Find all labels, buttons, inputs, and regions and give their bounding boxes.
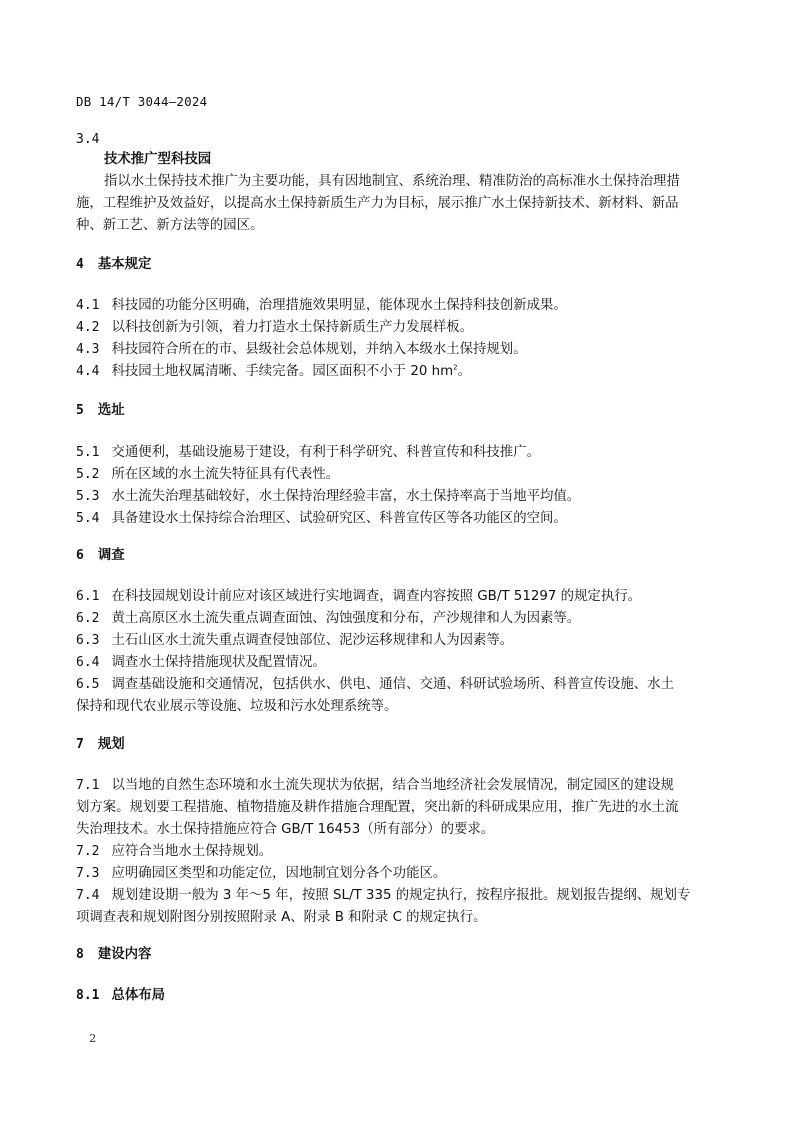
clause-5-4: 5.4 具备建设水土保持综合治理区、试验研究区、科普宣传区等各功能区的空间。 [76, 511, 567, 526]
clause-7-4-continuation: 项调查表和规划附图分别按照附录 A、附录 B 和附录 C 的规定执行。 [76, 910, 487, 925]
clause-6-3: 6.3 土石山区水土流失重点调查侵蚀部位、泥沙运移规律和人为因素等。 [76, 633, 514, 648]
clause-5-2: 5.2 所在区域的水土流失特征具有代表性。 [76, 467, 340, 482]
clause-6-4: 6.4 调查水土保持措施现状及配置情况。 [76, 655, 326, 670]
term-title: 技术推广型科技园 [104, 152, 212, 167]
subsection-heading-8-1: 8.1 总体布局 [76, 988, 166, 1003]
clause-4-1: 4.1 科技园的功能分区明确，治理措施效果明显，能体现水土保持科技创新成果。 [76, 298, 567, 313]
section-heading-7: 7 规划 [76, 737, 125, 752]
clause-7-2: 7.2 应符合当地水土保持规划。 [76, 844, 273, 859]
clause-7-1-continuation-1: 划方案。规划要工程措施、植物措施及耕作措施合理配置，突出新的科研成果应用，推广先进的水土流 [76, 800, 679, 815]
clause-4-4: 4.4 科技园土地权属清晰、手续完备。园区面积不小于 20 $hm^2$。 [76, 363, 472, 379]
section-heading-8: 8 建设内容 [76, 947, 152, 962]
clause-5-3: 5.3 水土流失治理基础较好，水土保持治理经验丰富，水土保持率高于当地平均值。 [76, 489, 581, 504]
clause-4-2: 4.2 以科技创新为引领，着力打造水土保持新质生产力发展样板。 [76, 320, 474, 335]
clause-7-4: 7.4 规划建设期一般为 3 年～5 年，按照 SL/T 335 的规定执行，按程序报批。规划报告提纲、规划专 [76, 888, 691, 903]
clause-6-2: 6.2 黄土高原区水土流失重点调查面蚀、沟蚀强度和分布，产沙规律和人为因素等。 [76, 611, 581, 626]
term-definition-line-1: 指以水土保持技术推广为主要功能，具有因地制宜、系统治理、精准防治的高标准水土保持治理措 [104, 174, 680, 189]
section-heading-4: 4 基本规定 [76, 257, 152, 272]
clause-4-3: 4.3 科技园符合所在的市、县级社会总体规划，并纳入本级水土保持规划。 [76, 342, 527, 357]
section-heading-5: 5 选址 [76, 403, 125, 418]
term-definition-line-2: 施，工程维护及效益好，以提高水土保持新质生产力为目标，展示推广水土保持新技术、新材料、新品 [76, 196, 679, 211]
clause-7-1-continuation-2: 失治理技术。水土保持措施应符合 GB/T 16453（所有部分）的要求。 [76, 822, 495, 837]
clause-7-1: 7.1 以当地的自然生态环境和水土流失现状为依据，结合当地经济社会发展情况，制定园区的建设规 [76, 778, 674, 793]
clause-6-5: 6.5 调查基础设施和交通情况，包括供水、供电、通信、交通、科研试验场所、科普宣传设施、水土 [76, 677, 674, 692]
section-heading-6: 6 调查 [76, 548, 125, 563]
clause-number-3-4: 3.4 [76, 132, 100, 147]
term-definition-line-3: 种、新工艺、新方法等的园区。 [76, 218, 264, 233]
clause-6-1: 6.1 在科技园规划设计前应对该区域进行实地调查，调查内容按照 GB/T 51297 的规定执行。 [76, 589, 641, 604]
page-number: 2 [89, 1031, 97, 1045]
clause-6-5-continuation: 保持和现代农业展示等设施、垃圾和污水处理系统等。 [76, 699, 398, 714]
document-code: DB 14/T 3044—2024 [76, 94, 208, 109]
clause-7-3: 7.3 应明确园区类型和功能定位，因地制宜划分各个功能区。 [76, 866, 447, 881]
clause-5-1: 5.1 交通便利，基础设施易于建设，有利于科学研究、科普宣传和科技推广。 [76, 445, 540, 460]
